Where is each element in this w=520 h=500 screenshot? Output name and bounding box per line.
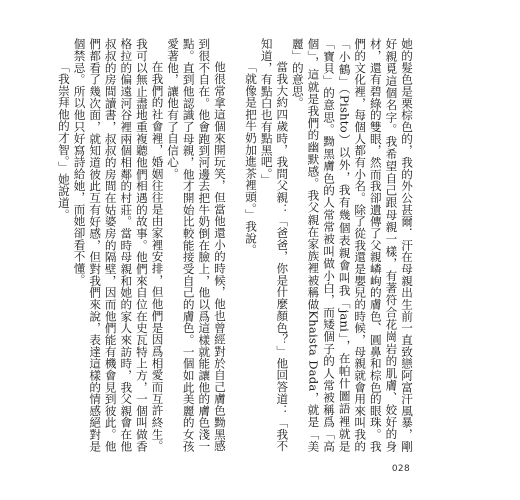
paragraph: 在我們的社會裡，婚姻往往是由家裡安排，但他們是因爲相愛而互許終生。我可以無止盡地重複聽他們相遇的故事。他們來自位在史瓦特上方，一個叫做香格拉的偏遠河谷裡兩個相鄰的村莊。當時母親和她的家人來訪時，我父親會在他叔叔的房間讀書，叔叔的房間在姑婆房的隔壁，因而他們能有機會見到彼此。他們都看了幾次面，就知道彼此互有好感，但對我們來說，表達這樣的情感絕對是個禁忌。所以他只好寫詩給她，而她卻看不懂。	[72, 38, 165, 452]
paragraph: 「就像是把牛奶加進茶裡頭。」我說。	[244, 61, 259, 256]
paragraph: 當我大約四歲時，我問父親：「爸爸，你是什麼顏色？」他回答道：「我不知道，有點白也有點黑吧。」	[259, 38, 290, 452]
paragraph: 「我崇拜他的才智。」她說道。	[56, 61, 71, 221]
paragraph: 他很常拿這個來開玩笑，但當他還小的時候，他也曾經對於自己膚色黝黑感到很不自在。他會跑到河邊去把牛奶倒在臉上，他以爲這樣就能讓他的膚色淺一點。直到他認識了母親，他才開始比較能接受自己的膚色。一個如此美麗的女孩愛著他，讓他有了自信心。	[166, 38, 227, 452]
body-text	[56, 38, 414, 452]
paragraph: 她的髮色是栗棕色的，我的外公甚爾．汗在母親出生前一直致戀阿富汗風暴，剛好親覓這個名字。我希望自己跟母親一樣，有著符合花崗岩的肌膚、姣好的身材，還有碧綠的雙眼，然而我卻遺傳了父親嶙峋的膚色、圓鼻和棕色的眼珠。我們的文化裡，每個人都有小名。除了從我還是嬰兒的時候，母親就會用來叫我的「小鶴」（Pishto）以外，我有幾個表親會叫我「jani」，在帕什圖語裡就是「寶貝」的意思。黝黑膚色的人常常被叫做小白，而矮個子的人常被稱爲「高個」，這就是我們的幽默感。我父親在家族裡被稱做Khaista Dada，就是「美麗」的意思。	[290, 38, 414, 452]
page-number: 028	[391, 464, 410, 474]
